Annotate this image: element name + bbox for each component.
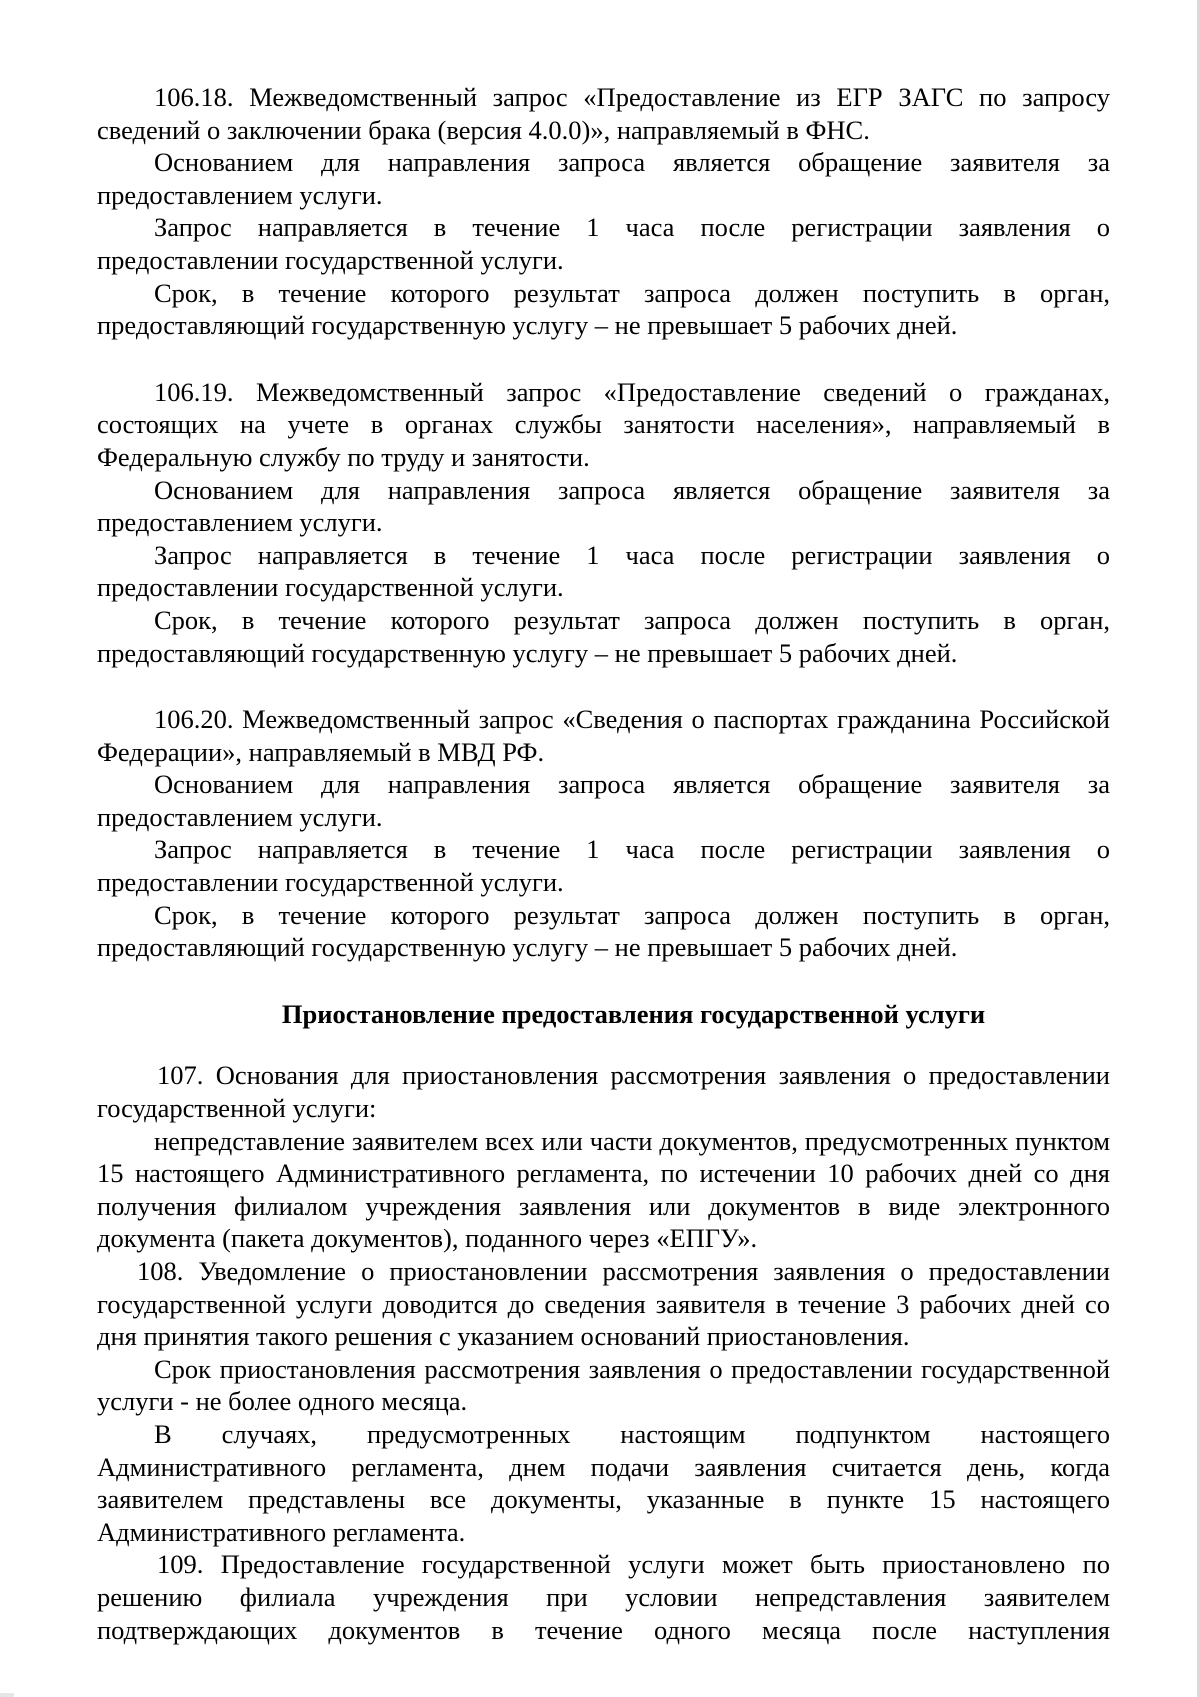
paragraph-106-20-title: 106.20. Межведомственный запрос «Сведения о паспортах гражданина Российской Федерации», направляемый в МВД РФ. <box>97 704 1110 767</box>
paragraph-106-20-basis: Основанием для направления запроса является обращение заявителя за предоставлением услуги. <box>97 769 1110 832</box>
scan-corner-mark <box>0 1693 14 1697</box>
paragraph-106-19-basis: Основанием для направления запроса является обращение заявителя за предоставлением услуги. <box>97 474 1110 538</box>
document-body <box>97 81 1110 1646</box>
section-spacer <box>97 1030 1110 1059</box>
paragraph-108: 108. Уведомление о приостановлении рассмотрения заявления о предоставлении государственной услуги доводится до сведения заявителя в течение 3 рабочих дней со дня принятия такого решения с указанием оснований приостановления. <box>97 1256 1110 1352</box>
paragraph-108-cases: В случаях, предусмотренных настоящим подпунктом настоящего Административного регламента, днем подачи заявления считается день, когда заявителем представлены все документы, указанные в пункте 15 настоящего Административного регламента. <box>97 1418 1110 1547</box>
section-heading: Приостановление предоставления государственной услуги <box>281 998 986 1029</box>
section-spacer <box>97 669 1110 703</box>
paragraph-106-18-title: 106.18. Межведомственный запрос «Предоставление из ЕГР ЗАГС по запросу сведений о заключении брака (версия 4.0.0)», направляемый в ФНС. <box>97 82 1110 145</box>
paragraph-107-item: непредставление заявителем всех или части документов, предусмотренных пунктом 15 настоящего Административного регламента, по истечении 10 рабочих дней со дня получения филиалом учреждения заявления или документов в виде электронного документа (пакета документов), поданного через «ЕПГУ». <box>97 1125 1110 1254</box>
paragraph-106-20-timing: Запрос направляется в течение 1 часа после регистрации заявления о предоставлении государственной услуги. <box>97 834 1110 898</box>
paragraph-106-18-basis: Основанием для направления запроса является обращение заявителя за предоставлением услуги. <box>97 147 1110 210</box>
paragraph-106-19-deadline: Срок, в течение которого результат запроса должен поступить в орган, предоставляющий государственную услугу – не превышает 5 рабочих дней. <box>97 604 1110 668</box>
paragraph-106-18-timing: Запрос направляется в течение 1 часа после регистрации заявления о предоставлении государственной услуги. <box>97 212 1110 275</box>
paragraph-106-19-title: 106.19. Межведомственный запрос «Предоставление сведений о гражданах, состоящих на учете в органах службы занятости населения», направляемый в Федеральную службу по труду и занятости. <box>97 376 1110 472</box>
paragraph-106-19-timing: Запрос направляется в течение 1 часа после регистрации заявления о предоставлении государственной услуги. <box>97 539 1110 603</box>
paragraph-108-term: Срок приостановления рассмотрения заявления о предоставлении государственной услуги - не более одного месяца. <box>97 1353 1110 1417</box>
paragraph-107: 107. Основания для приостановления рассмотрения заявления о предоставлении государственной услуги: <box>97 1060 1110 1124</box>
section-spacer <box>97 342 1110 376</box>
paragraph-106-20-deadline: Срок, в течение которого результат запроса должен поступить в орган, предоставляющий государственную услугу – не превышает 5 рабочих дней. <box>97 899 1110 963</box>
section-spacer <box>97 964 1110 998</box>
paragraph-109: 109. Предоставление государственной услуги может быть приостановлено по решению филиала учреждения при условии непредставления заявителем подтверждающих документов в течение одного месяца после наступления <box>97 1549 1110 1645</box>
paragraph-106-18-deadline: Срок, в течение которого результат запроса должен поступить в орган, предоставляющий государственную услугу – не превышает 5 рабочих дней. <box>97 277 1110 341</box>
